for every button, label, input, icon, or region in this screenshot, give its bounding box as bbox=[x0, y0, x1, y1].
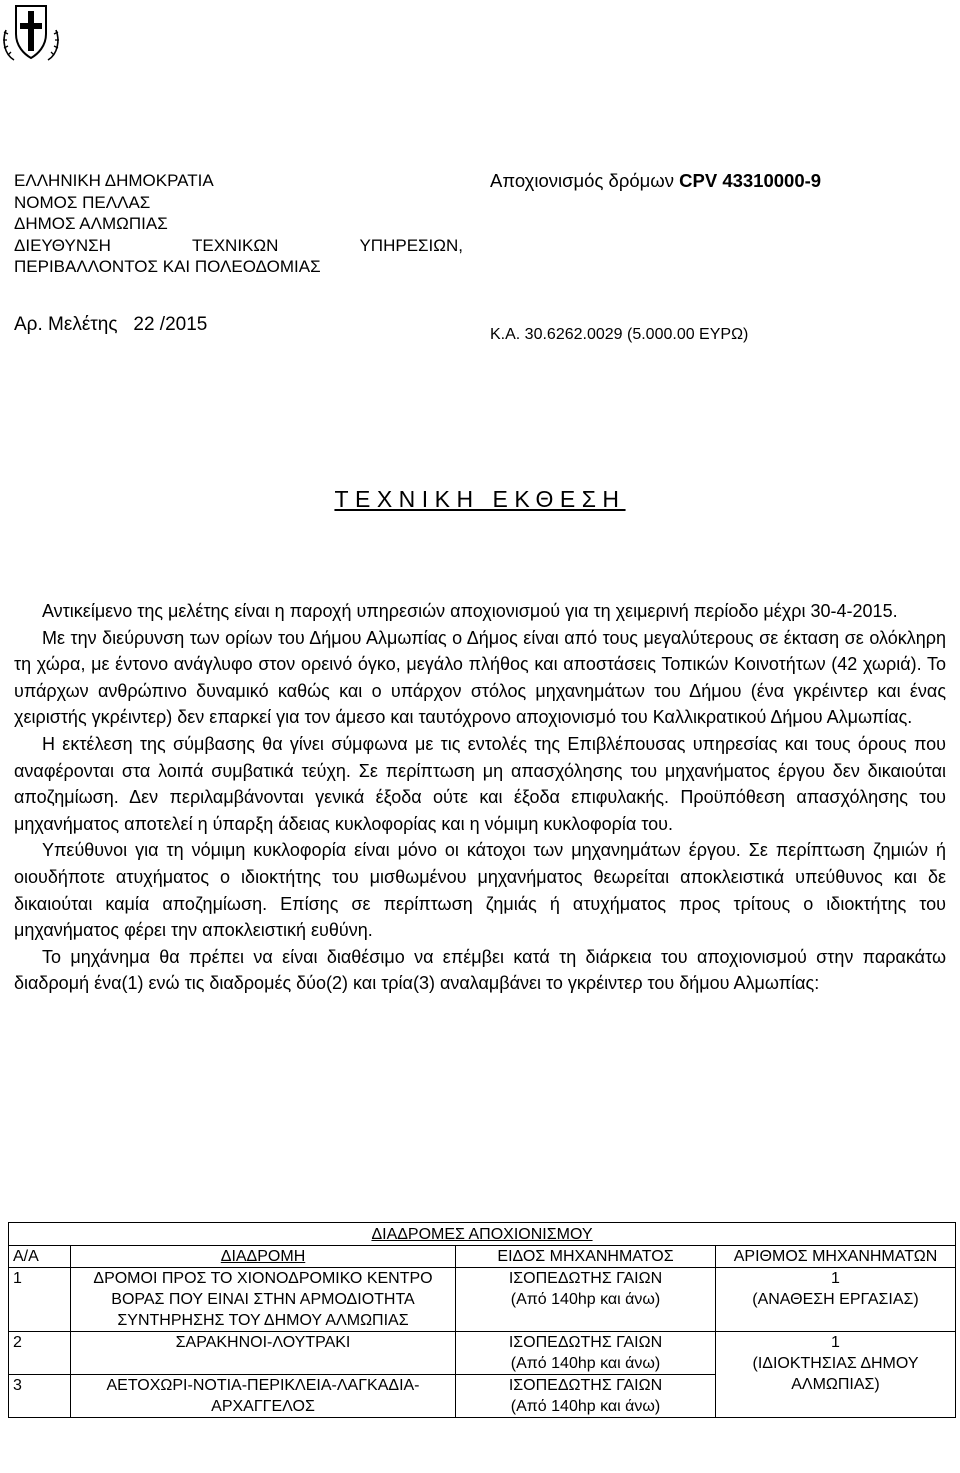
routes-table bbox=[8, 1222, 956, 1418]
row-number: 2 bbox=[9, 1332, 71, 1375]
table-row bbox=[9, 1268, 956, 1332]
budget-code: Κ.Α. 30.6262.0029 (5.000.00 ΕΥΡΩ) bbox=[490, 326, 749, 343]
paragraph: Το μηχάνημα θα πρέπει να είναι διαθέσιμο να επέμβει κατά τη διάρκεια του αποχιονισμού στην παρακάτω διαδρομή ένα(1) ενώ τις διαδρομές δύο(2) και τρία(3) αναλαμβάνει το γκρέιντερ του δήμου Αλμωπίας: bbox=[14, 946, 946, 994]
route-cell: ΣΑΡΑΚΗΝΟΙ-ΛΟΥΤΡΑΚΙ bbox=[71, 1332, 456, 1375]
issuer-municipality: ΔΗΜΟΣ ΑΛΜΩΠΙΑΣ bbox=[14, 214, 168, 233]
cpv-code: CPV 43310000-9 bbox=[679, 170, 822, 191]
column-header: ΔΙΑΔΡΟΜΗ bbox=[71, 1246, 456, 1268]
issuer-block bbox=[14, 170, 474, 278]
project-title: Αποχιονισμός δρόμων CPV 43310000-9 bbox=[490, 170, 822, 191]
machine-cell: ΙΣΟΠΕΔΩΤΗΣ ΓΑΙΩΝ (Από 140hp και άνω) bbox=[456, 1332, 716, 1375]
column-header: ΕΙΔΟΣ ΜΗΧΑΝΗΜΑΤΟΣ bbox=[456, 1246, 716, 1268]
issuer-prefecture: ΝΟΜΟΣ ΠΕΛΛΑΣ bbox=[14, 192, 151, 212]
issuer-department-line2: ΠΕΡΙΒΑΛΛΟΝΤΟΣ ΚΑΙ ΠΟΛΕΟΔΟΜΙΑΣ bbox=[14, 257, 321, 276]
machine-cell: ΙΣΟΠΕΔΩΤΗΣ ΓΑΙΩΝ (Από 140hp και άνω) bbox=[456, 1375, 716, 1418]
paragraph: Αντικείμενο της μελέτης είναι η παροχή υπηρεσιών αποχιονισμού για τη χειμερινή περίοδο μέχρι 30-4-2015. bbox=[42, 601, 898, 621]
table-row bbox=[9, 1332, 956, 1375]
issuer-department: ΔΙΕΥΘΥΝΣΗ ΤΕΧΝΙΚΩΝ ΥΠΗΡΕΣΙΩΝ, bbox=[14, 235, 463, 255]
machine-cell: ΙΣΟΠΕΔΩΤΗΣ ΓΑΙΩΝ (Από 140hp και άνω) bbox=[456, 1268, 716, 1332]
row-number: 1 bbox=[9, 1268, 71, 1332]
route-cell: ΔΡΟΜΟΙ ΠΡΟΣ ΤΟ ΧΙΟΝΟΔΡΟΜΙΚΟ ΚΕΝΤΡΟ ΒΟΡΑΣ ΠΟΥ ΕΙΝΑΙ ΣΤΗΝ ΑΡΜΟΔΙΟΤΗΤΑ ΣΥΝΤΗΡΗΣΗΣ ΤΟΥ ΔΗΜΟΥ ΑΛΜΩΠΙΑΣ bbox=[71, 1268, 456, 1332]
greek-coat-of-arms-icon bbox=[0, 0, 62, 66]
document-title: ΤΕΧΝΙΚΗ ΕΚΘΕΣΗ bbox=[334, 486, 626, 512]
route-cell: ΑΕΤΟΧΩΡΙ-ΝΟΤΙΑ-ΠΕΡΙΚΛΕΙΑ-ΛΑΓΚΑΔΙΑ-ΑΡΧΑΓΓΕΛΟΣ bbox=[71, 1375, 456, 1418]
column-header: ΑΡΙΘΜΟΣ ΜΗΧΑΝΗΜΑΤΩΝ bbox=[716, 1246, 956, 1268]
study-number: Αρ. Μελέτης 22 /2015 bbox=[14, 314, 208, 335]
issuer-country: ΕΛΛΗΝΙΚΗ ΔΗΜΟΚΡΑΤΙΑ bbox=[14, 171, 214, 190]
document-body bbox=[14, 598, 946, 997]
row-number: 3 bbox=[9, 1375, 71, 1418]
table-caption: ΔΙΑΔΡΟΜΕΣ ΑΠΟΧΙΟΝΙΣΜΟΥ bbox=[9, 1223, 956, 1246]
table-caption-row bbox=[9, 1223, 956, 1246]
paragraph: Υπεύθυνοι για τη νόμιμη κυκλοφορία είναι μόνο οι κάτοχοι των μηχανημάτων έργου. Σε περίπτωση ζημιών ή οιουδήποτε ατυχήματος ο ιδιοκτήτης του μισθωμένου μηχανήματος θεωρείται αποκλειστικά υπεύθυνος και δε δικαιούται καμία αποζημίωση. Επίσης σε περίπτωση ζημιάς ή ατυχήματος προς τρίτους ο ιδιοκτήτης του μηχανήματος φέρει την αποκλειστική ευθύνη. bbox=[14, 840, 946, 941]
count-cell: 1 (ΙΔΙΟΚΤΗΣΙΑΣ ΔΗΜΟΥ ΑΛΜΩΠΙΑΣ) bbox=[716, 1332, 956, 1418]
table-header-row bbox=[9, 1246, 956, 1268]
column-header: Α/Α bbox=[9, 1246, 71, 1268]
count-cell: 1 (ΑΝΑΘΕΣΗ ΕΡΓΑΣΙΑΣ) bbox=[716, 1268, 956, 1332]
paragraph: Η εκτέλεση της σύμβασης θα γίνει σύμφωνα με τις εντολές της Επιβλέπουσας υπηρεσίας και τους όρους που αναφέρονται στα λοιπά συμβατικά τεύχη. Σε περίπτωση μη απασχόλησης του μηχανήματος έργου δεν δικαιούται αποζημίωση. Δεν περιλαμβάνονται γενικά έξοδα ούτε και έξοδα επιφυλακής. Προϋπόθεση απασχόλησης του μηχανήματος αποτελεί η ύπαρξη άδειας κυκλοφορίας και η νόμιμη κυκλοφορία του. bbox=[14, 733, 946, 834]
paragraph: Με την διεύρυνση των ορίων του Δήμου Αλμωπίας ο Δήμος είναι από τους μεγαλύτερους σε έκταση σε ολόκληρη τη χώρα, με έντονο ανάγλυφο στον ορεινό όγκο, μεγάλο πλήθος και αποστάσεις Τοπικών Κοινοτήτων (42 χωριά). Το υπάρχων ανθρώπινο δυναμικό καθώς και ο υπάρχον στόλος μηχανημάτων του Δήμου (ένα γκρέιντερ και ένας χειριστής γκρέιντερ) δεν επαρκεί για τον άμεσο και ταυτόχρονο αποχιονισμό του Καλλικρατικού Δήμου Αλμωπίας. bbox=[14, 627, 946, 728]
